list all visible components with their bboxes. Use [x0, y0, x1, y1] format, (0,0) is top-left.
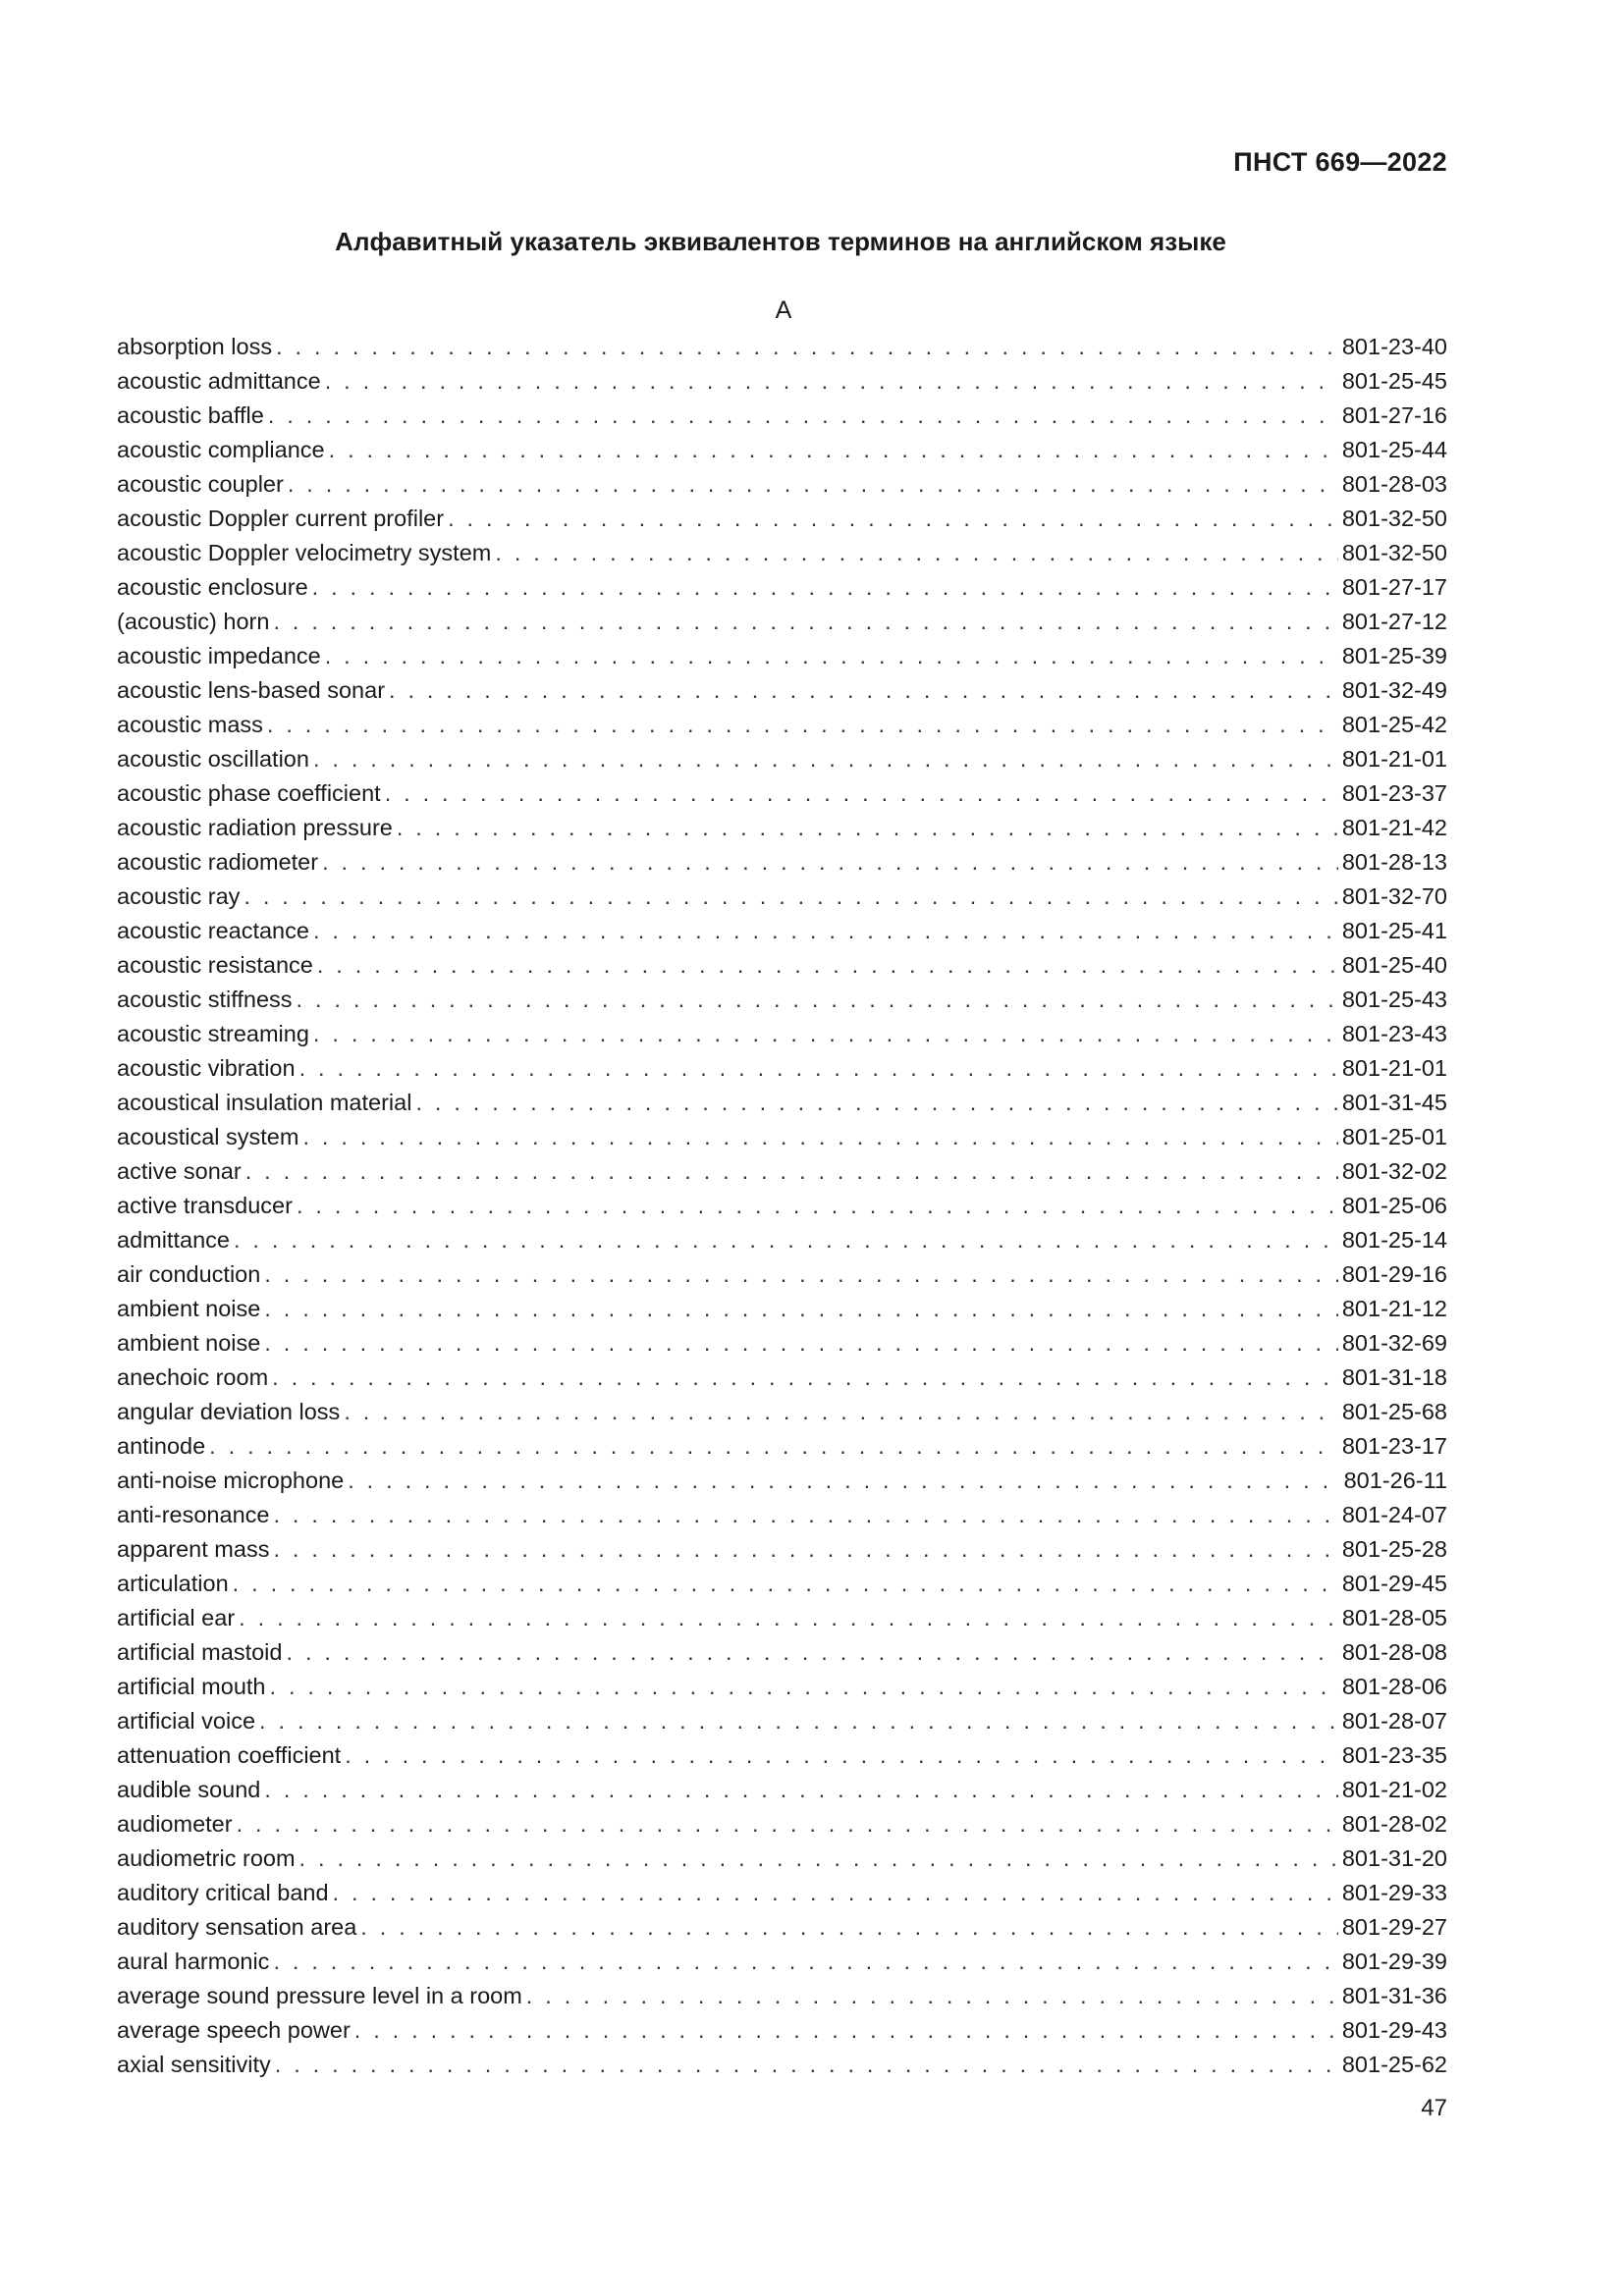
index-entry: [117, 605, 1447, 639]
dot-leader: [297, 1189, 1338, 1223]
index-entry: [117, 1945, 1447, 1979]
entry-term: auditory sensation area: [117, 1914, 357, 1940]
dot-leader: [313, 1017, 1338, 1051]
entry-reference: 801-27-12: [1341, 609, 1447, 634]
entry-reference: 801-23-35: [1341, 1742, 1447, 1768]
index-entry: [117, 1842, 1447, 1876]
entry-term: anechoic room: [117, 1364, 269, 1390]
dot-leader: [244, 880, 1337, 914]
entry-term: acoustic phase coefficient: [117, 780, 381, 806]
entry-reference: 801-25-14: [1341, 1227, 1447, 1253]
index-entry: [117, 1017, 1447, 1051]
dot-leader: [259, 1704, 1338, 1738]
entry-reference: 801-32-02: [1341, 1158, 1447, 1184]
entry-term: anti-resonance: [117, 1502, 270, 1527]
entry-reference: 801-25-42: [1341, 712, 1447, 737]
dot-leader: [286, 1635, 1337, 1670]
entry-term: acoustic baffle: [117, 402, 264, 428]
index-entry: [117, 1532, 1447, 1567]
entry-term: active transducer: [117, 1193, 293, 1218]
index-entry: [117, 1120, 1447, 1154]
entry-reference: 801-32-50: [1341, 506, 1447, 531]
dot-leader: [264, 1257, 1338, 1292]
entry-term: anti-noise microphone: [117, 1468, 345, 1493]
dot-leader: [288, 467, 1338, 502]
entry-term: audiometric room: [117, 1845, 296, 1871]
entry-term: artificial ear: [117, 1605, 236, 1630]
index-entry: [117, 1326, 1447, 1361]
dot-leader: [348, 1464, 1339, 1498]
entry-term: ambient noise: [117, 1330, 261, 1356]
index-entry: [117, 330, 1447, 364]
entry-reference: 801-21-12: [1341, 1296, 1447, 1321]
entry-reference: 801-21-01: [1341, 746, 1447, 772]
dot-leader: [297, 983, 1338, 1017]
dot-leader: [344, 1395, 1338, 1429]
entry-reference: 801-28-05: [1341, 1605, 1447, 1630]
index-entry: [117, 776, 1447, 811]
entry-term: axial sensitivity: [117, 2052, 271, 2077]
dot-leader: [299, 1842, 1338, 1876]
dot-leader: [354, 2013, 1338, 2048]
entry-term: acoustic lens-based sonar: [117, 677, 386, 703]
dot-leader: [389, 673, 1338, 708]
entry-reference: 801-25-39: [1341, 643, 1447, 668]
dot-leader: [312, 570, 1338, 605]
dot-leader: [272, 1361, 1338, 1395]
index-entry: [117, 914, 1447, 948]
page-number: 47: [1421, 2095, 1447, 2121]
entry-reference: 801-29-39: [1341, 1949, 1447, 1974]
entry-term: average sound pressure level in a room: [117, 1983, 522, 2008]
entry-term: acoustic enclosure: [117, 574, 308, 600]
entry-term: acoustic Doppler velocimetry system: [117, 540, 492, 565]
entry-reference: 801-28-08: [1341, 1639, 1447, 1665]
dot-leader: [267, 708, 1338, 742]
dot-leader: [313, 742, 1338, 776]
entry-term: acoustic impedance: [117, 643, 321, 668]
dot-leader: [273, 1945, 1337, 1979]
entry-reference: 801-23-37: [1341, 780, 1447, 806]
index-entry: [117, 1189, 1447, 1223]
index-entry: [117, 845, 1447, 880]
entry-reference: 801-25-01: [1341, 1124, 1447, 1149]
dot-leader: [264, 1773, 1338, 1807]
dot-leader: [313, 914, 1338, 948]
dot-leader: [299, 1051, 1338, 1086]
dot-leader: [448, 502, 1338, 536]
entry-term: acoustic coupler: [117, 471, 284, 497]
entry-reference: 801-28-07: [1341, 1708, 1447, 1734]
index-entry: [117, 1292, 1447, 1326]
index-entry: [117, 1361, 1447, 1395]
index-entry: [117, 570, 1447, 605]
index-entry: [117, 1670, 1447, 1704]
index-entry: [117, 1773, 1447, 1807]
entry-reference: 801-21-01: [1341, 1055, 1447, 1081]
entry-term: absorption loss: [117, 334, 273, 359]
dot-leader: [234, 1223, 1338, 1257]
entry-term: auditory critical band: [117, 1880, 329, 1905]
index-entry: [117, 673, 1447, 708]
entry-reference: 801-31-20: [1341, 1845, 1447, 1871]
entry-reference: 801-25-43: [1341, 987, 1447, 1012]
dot-leader: [268, 399, 1338, 433]
entry-term: acoustic Doppler current profiler: [117, 506, 445, 531]
entry-term: apparent mass: [117, 1536, 270, 1562]
index-entry: [117, 1567, 1447, 1601]
entry-reference: 801-29-43: [1341, 2017, 1447, 2043]
entry-reference: 801-23-43: [1341, 1021, 1447, 1046]
dot-leader: [333, 1876, 1338, 1910]
entry-reference: 801-32-50: [1341, 540, 1447, 565]
index-entry: [117, 948, 1447, 983]
index-entry: [117, 880, 1447, 914]
entry-reference: 801-29-33: [1341, 1880, 1447, 1905]
entry-term: aural harmonic: [117, 1949, 270, 1974]
entry-reference: 801-25-06: [1341, 1193, 1447, 1218]
entry-term: audiometer: [117, 1811, 233, 1837]
entry-term: air conduction: [117, 1261, 261, 1287]
index-entry: [117, 1429, 1447, 1464]
entry-reference: 801-29-16: [1341, 1261, 1447, 1287]
index-entry: [117, 1257, 1447, 1292]
index-entry: [117, 433, 1447, 467]
entry-term: artificial mastoid: [117, 1639, 283, 1665]
dot-leader: [273, 605, 1337, 639]
dot-leader: [302, 1120, 1337, 1154]
dot-leader: [345, 1738, 1338, 1773]
page-title: Алфавитный указатель эквивалентов терминов на английском языке: [335, 227, 1226, 256]
entry-reference: 801-25-62: [1341, 2052, 1447, 2077]
entry-term: acoustic streaming: [117, 1021, 309, 1046]
entry-reference: 801-32-69: [1341, 1330, 1447, 1356]
index-entry: [117, 708, 1447, 742]
entry-reference: 801-24-07: [1341, 1502, 1447, 1527]
entry-reference: 801-25-41: [1341, 918, 1447, 943]
entry-term: acoustic vibration: [117, 1055, 296, 1081]
dot-leader: [275, 2048, 1338, 2082]
entry-term: antinode: [117, 1433, 206, 1459]
index-entry: [117, 536, 1447, 570]
dot-leader: [322, 845, 1338, 880]
index-entry: [117, 1876, 1447, 1910]
index-entry: [117, 364, 1447, 399]
index-entry: [117, 2013, 1447, 2048]
entry-reference: 801-32-70: [1341, 883, 1447, 909]
index-entry: [117, 983, 1447, 1017]
index-entry: [117, 1738, 1447, 1773]
entry-reference: 801-29-27: [1341, 1914, 1447, 1940]
entry-term: acoustic oscillation: [117, 746, 309, 772]
dot-leader: [270, 1670, 1338, 1704]
dot-leader: [273, 1532, 1337, 1567]
dot-leader: [233, 1567, 1338, 1601]
entry-term: audible sound: [117, 1777, 261, 1802]
dot-leader: [264, 1292, 1338, 1326]
index-entry: [117, 2048, 1447, 2082]
index-entry: [117, 502, 1447, 536]
index-entry: [117, 467, 1447, 502]
dot-leader: [329, 433, 1338, 467]
index-entry: [117, 1498, 1447, 1532]
entry-term: acoustical system: [117, 1124, 299, 1149]
entry-term: ambient noise: [117, 1296, 261, 1321]
dot-leader: [325, 639, 1338, 673]
entry-term: admittance: [117, 1227, 230, 1253]
entry-reference: 801-26-11: [1343, 1468, 1447, 1493]
dot-leader: [209, 1429, 1338, 1464]
dot-leader: [385, 776, 1338, 811]
index-entry: [117, 399, 1447, 433]
entry-reference: 801-25-28: [1341, 1536, 1447, 1562]
index-entry: [117, 1223, 1447, 1257]
entry-reference: 801-25-45: [1341, 368, 1447, 394]
dot-leader: [245, 1154, 1338, 1189]
index-entry: [117, 1154, 1447, 1189]
entry-term: acoustic stiffness: [117, 987, 293, 1012]
entry-term: acoustic radiation pressure: [117, 815, 393, 840]
index-entry: [117, 1464, 1447, 1498]
index-entry: [117, 1979, 1447, 2013]
entry-reference: 801-21-02: [1341, 1777, 1447, 1802]
dot-leader: [360, 1910, 1338, 1945]
entry-term: acoustic mass: [117, 712, 263, 737]
entry-reference: 801-29-45: [1341, 1571, 1447, 1596]
entry-reference: 801-28-03: [1341, 471, 1447, 497]
index-entry: [117, 1601, 1447, 1635]
entry-term: acoustical insulation material: [117, 1090, 412, 1115]
entry-term: artificial voice: [117, 1708, 256, 1734]
entry-term: attenuation coefficient: [117, 1742, 342, 1768]
index-entry: [117, 1807, 1447, 1842]
entry-reference: 801-25-68: [1341, 1399, 1447, 1424]
index-entry: [117, 1086, 1447, 1120]
index-entry: [117, 1395, 1447, 1429]
index-entry: [117, 1910, 1447, 1945]
index-entry: [117, 1635, 1447, 1670]
dot-leader: [237, 1807, 1338, 1842]
entry-reference: 801-32-49: [1341, 677, 1447, 703]
index-entry: [117, 639, 1447, 673]
entry-term: artificial mouth: [117, 1674, 266, 1699]
index-entry: [117, 1051, 1447, 1086]
entry-reference: 801-27-16: [1341, 402, 1447, 428]
entry-reference: 801-23-17: [1341, 1433, 1447, 1459]
entry-term: articulation: [117, 1571, 229, 1596]
entry-reference: 801-31-18: [1341, 1364, 1447, 1390]
entry-reference: 801-25-40: [1341, 952, 1447, 978]
dot-leader: [526, 1979, 1338, 2013]
entry-term: active sonar: [117, 1158, 242, 1184]
entry-reference: 801-31-36: [1341, 1983, 1447, 2008]
entry-reference: 801-27-17: [1341, 574, 1447, 600]
entry-term: acoustic reactance: [117, 918, 309, 943]
entry-reference: 801-28-06: [1341, 1674, 1447, 1699]
dot-leader: [273, 1498, 1337, 1532]
entry-reference: 801-31-45: [1341, 1090, 1447, 1115]
term-index-list: [117, 330, 1447, 2082]
entry-term: acoustic resistance: [117, 952, 313, 978]
entry-reference: 801-28-02: [1341, 1811, 1447, 1837]
index-entry: [117, 811, 1447, 845]
entry-term: acoustic radiometer: [117, 849, 319, 875]
index-entry: [117, 742, 1447, 776]
dot-leader: [495, 536, 1338, 570]
entry-term: angular deviation loss: [117, 1399, 341, 1424]
entry-term: acoustic ray: [117, 883, 241, 909]
dot-leader: [415, 1086, 1337, 1120]
entry-term: average speech power: [117, 2017, 351, 2043]
entry-reference: 801-21-42: [1341, 815, 1447, 840]
dot-leader: [325, 364, 1338, 399]
document-code: ПНСТ 669—2022: [1233, 147, 1447, 177]
dot-leader: [276, 330, 1338, 364]
entry-reference: 801-23-40: [1341, 334, 1447, 359]
section-letter: A: [775, 296, 792, 324]
entry-term: acoustic admittance: [117, 368, 321, 394]
entry-term: acoustic compliance: [117, 437, 325, 462]
entry-reference: 801-28-13: [1341, 849, 1447, 875]
dot-leader: [239, 1601, 1338, 1635]
index-entry: [117, 1704, 1447, 1738]
entry-reference: 801-25-44: [1341, 437, 1447, 462]
dot-leader: [397, 811, 1338, 845]
dot-leader: [317, 948, 1338, 983]
dot-leader: [264, 1326, 1338, 1361]
entry-term: (acoustic) horn: [117, 609, 270, 634]
